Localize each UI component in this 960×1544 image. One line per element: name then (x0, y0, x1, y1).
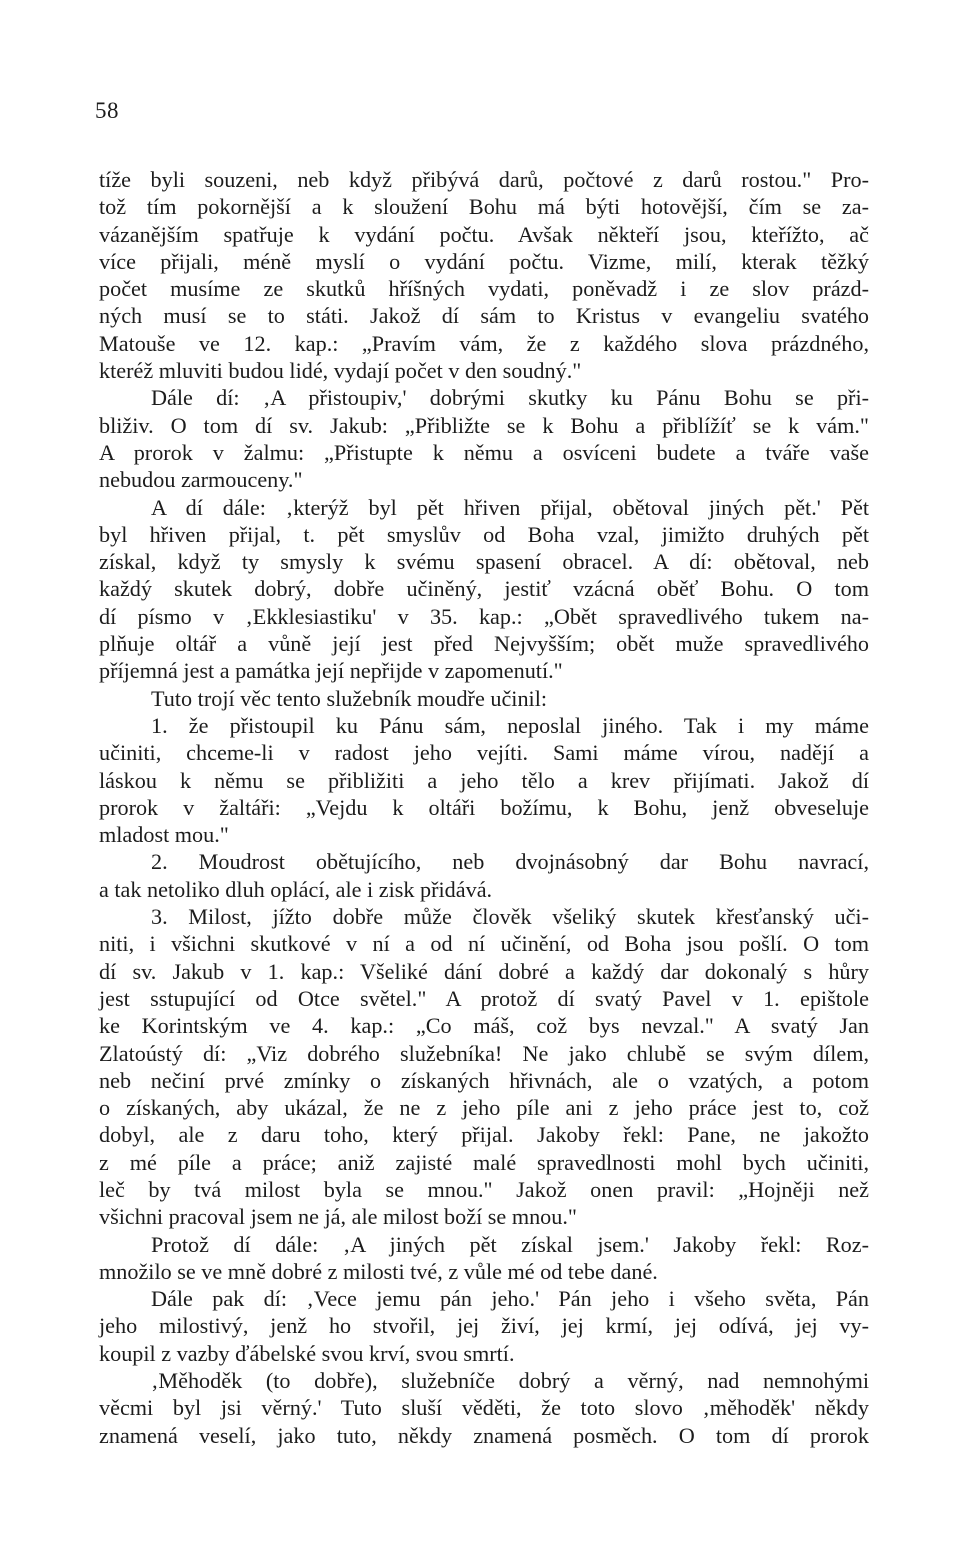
text-line: učiniti, chceme-li v radost jeho vejíti. Sami máme vírou, nadějí a (99, 740, 869, 766)
text-line: věcmi byl jsi věrný.' Tuto sluší věděti, že toto slovo ‚měhoděk' někdy (99, 1395, 869, 1421)
text-line: tíže byli souzeni, neb když přibývá darů, počtové z darů rostou." Pro- (99, 167, 869, 192)
text-line: koupil z vazby ďábelské svou krví, svou smrtí. (99, 1340, 515, 1366)
text-line: dí sv. Jakub v 1. kap.: Všeliké dání dobré a každý dar dokonalý s hůry (99, 958, 869, 984)
text-line: A prorok v žalmu: „Přistupte k němu a osvíceni budete a tváře vaše (99, 439, 869, 465)
text-line: počet musíme ze skutků hříšných vydati, poněvadž i ze slov prázd- (99, 276, 869, 302)
text-line: z mé píle a práce; aniž zajisté malé spravedlnosti mohl bych učiniti, (99, 1149, 869, 1175)
text-line: každý skutek dobrý, dobře učiněný, jestiť vzácná oběť Bohu. O tom (99, 576, 869, 602)
text-line: získal, když ty smysly k svému spasení obracel. A dí: obětoval, neb (99, 549, 869, 575)
text-line: jest sstupující od Otce světel." A protož dí svatý Pavel v 1. epištole (99, 985, 869, 1011)
text-line: bliživ. O tom dí sv. Jakub: „Přibližte se k Bohu a přiblížíť se k vám." (99, 412, 869, 438)
text-line: Zlatoústý dí: „Viz dobrého služebníka! Ne jako chlubě se svým dílem, (99, 1040, 869, 1066)
text-line: ‚Měhoděk (to dobře), služebníče dobrý a věrný, nad nemnohými (151, 1368, 869, 1394)
text-line: Matouše ve 12. kap.: „Pravím vám, že z každého slova prázdného, (99, 330, 869, 356)
text-line: leč by tvá milost byla se mnou." Jakož onen pravil: „Hojněji než (99, 1176, 869, 1202)
text-line: nebudou zarmouceny." (99, 467, 303, 493)
text-line: neb nečiní prvé zmínky o získaných hřivnách, ale o vzatých, a potom (99, 1067, 869, 1093)
text-line: dí písmo v ‚Ekklesiastiku' v 35. kap.: „Obět spravedlivého tukem na- (99, 603, 869, 629)
text-line: a tak netoliko dluh oplácí, ale i zisk přidává. (99, 876, 493, 902)
text-line: Tuto trojí věc tento služebník moudře učinil: (151, 685, 548, 711)
text-line: Protož dí dále: ‚A jiných pět získal jsem.' Jakoby řekl: Roz- (151, 1231, 869, 1257)
text-line: všichni pracoval jsem ne já, ale milost boží se mnou." (99, 1204, 577, 1230)
text-line: znamená veselí, jako tuto, někdy znamená posměch. O tom dí prorok (99, 1422, 869, 1448)
text-line: Dále dí: ‚A přistoupiv,' dobrými skutky ku Pánu Bohu se při- (151, 385, 869, 411)
text-line: 1. že přistoupil ku Pánu sám, neposlal jiného. Tak i my máme (151, 712, 869, 738)
text-line: množilo se ve mně dobré z milosti tvé, z vůle mé od tebe dané. (99, 1258, 658, 1284)
text-line: prorok v žaltáři: „Vejdu k oltáři božímu, k Bohu, jenž obveseluje (99, 794, 869, 820)
text-line: ných musí se to státi. Jakož dí sám to Kristus v evangeliu svatého (99, 303, 869, 329)
text-line: láskou k němu se přibližiti a jeho tělo a krev přijímati. Jakož dí (99, 767, 869, 793)
text-line: tož tím pokornější a k sloužení Bohu má býti hotovější, čím se za- (99, 194, 869, 220)
text-line: vázanějším spatřuje k vydání počtu. Avšak někteří jsou, kteřížto, ač (99, 221, 869, 247)
text-line: 3. Milost, jížto dobře může člověk všeliký skutek křesťanský uči- (151, 904, 869, 930)
text-line: byl hřiven přijal, t. pět smyslův od Boha vzal, jimižto druhých pět (99, 521, 869, 547)
text-line: Dále pak dí: ‚Vece jemu pán jeho.' Pán jeho i všeho světa, Pán (151, 1286, 869, 1312)
text-line: ke Korintským ve 4. kap.: „Co máš, což bys nevzal." A svatý Jan (99, 1013, 869, 1039)
text-line: o získaných, aby ukázal, že ne z jeho píle ani z jeho práce jest to, což (99, 1095, 869, 1121)
text-line: více přijali, méně myslí o vydání počtu. Vizme, milí, kterak těžký (99, 248, 869, 274)
page-number: 58 (95, 98, 119, 123)
text-line: niti, i všichni skutkové v ní a od ní učinění, od Boha jsou pošlí. O tom (99, 931, 869, 957)
text-line: dobyl, ale z daru toho, který přijal. Jakoby řekl: Pane, ne jakožto (99, 1122, 869, 1148)
text-line: plňuje oltář a vůně její jest před Nejvyšším; obět muže spravedlivého (99, 631, 869, 657)
text-line: příjemná jest a památka její nepřijde v zapomenutí." (99, 658, 563, 684)
text-line: jeho milostivý, jenž ho stvořil, jej živí, jej krmí, jej odívá, jej vy- (99, 1313, 869, 1339)
text-line: 2. Moudrost obětujícího, neb dvojnásobný dar Bohu navrací, (151, 849, 869, 875)
page-text-body (99, 166, 869, 1449)
text-line: A dí dále: ‚kterýž byl pět hřiven přijal, obětoval jiných pět.' Pět (151, 494, 869, 520)
text-line: mladost mou." (99, 822, 229, 848)
text-line: kteréž mluviti budou lidé, vydají počet v den soudný." (99, 358, 582, 384)
